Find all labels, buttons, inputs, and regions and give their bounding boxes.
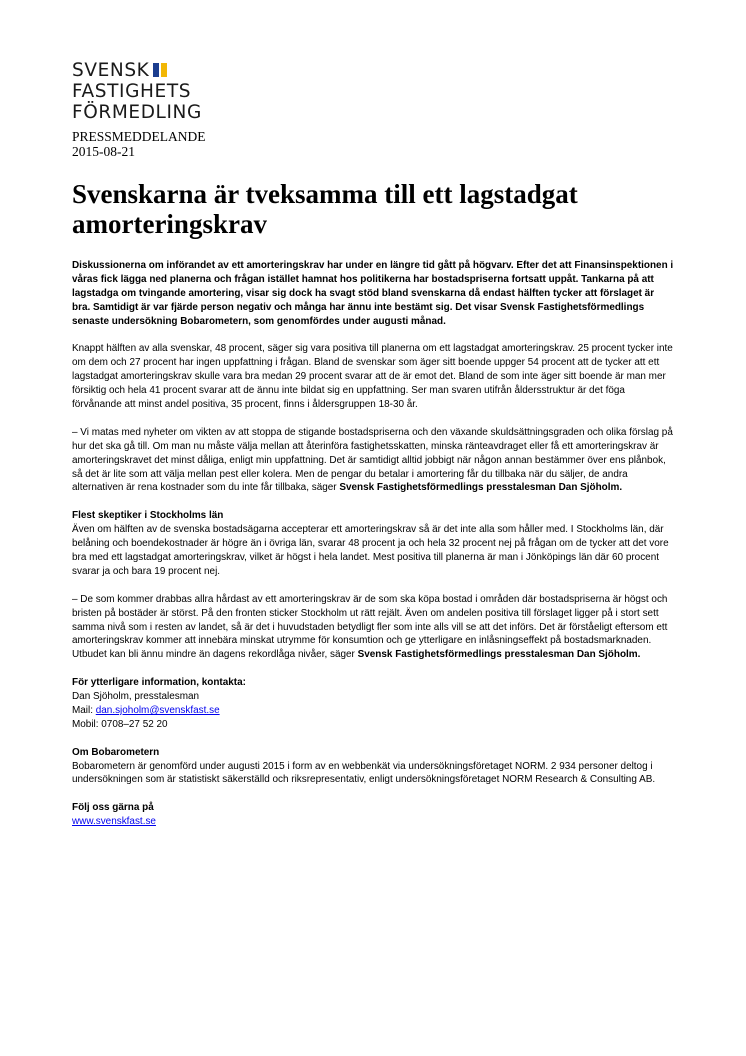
paragraph-1: Knappt hälften av alla svenskar, 48 procent, säger sig vara positiva till planerna om ett lagstadgat amorteringskrav. 25 procent tycker inte om dem och 27 procent har ingen uppfattning i frågan. Bland de svenskar som äger sitt boende uppger 54 procent att de tycker att ett lagstadgat amorteringskrav skulle vara bra medan 29 procent svarar att de är emot det. Bland de som inte äger sitt boende är man mer försiktig och hela 41 procent svarar att de ännu inte bildat sig en uppfattning. Ser man svaren utifrån åldersstruktur är det föga förvånande att minst andel positiva, 35 procent, finns i åldersgruppen 18-30 år. [72,343,673,411]
section-stockholm: Flest skeptiker i Stockholms län Även om hälften av de svenska bostadsägarna accepterar ett amorteringskrav så är det inte alla som håller med. I Stockholms län, där belåning och boendekostnader är högre än i övriga län, svarar 48 procent ja och hela 32 procent nej på frågan om de tycker att det vore bra med ett lagstadgat amorteringskrav, vilket är högst i hela landet. Mest positiva till planerna är man i Jönköpings län där 60 procent svarar ja och bara 19 procent nej. [72,509,675,579]
article-body [72,259,675,829]
contact-email-link[interactable]: dan.sjoholm@svenskfast.se [95,704,220,716]
about-block [72,746,675,788]
contact-phone: Mobil: 0708–27 52 20 [72,718,168,730]
lead-paragraph: Diskussionerna om införandet av ett amorteringskrav har under en längre tid gått på högvarv. Efter det att Finansinspektionen i våras fick lägga ned planerna och frågan istället hamnat hos politikerna har bostadspriserna fortsatt uppåt. Tankarna på att lagstadga om tvingande amortering, visar sig dock ha svagt stöd bland svenskarna då endast hälften tycker att förslaget är bra. Samtidigt är var fjärde person negativ och många har ännu inte bestämt sig. Det visar Svensk Fastighetsförmedlings senaste undersökning Bobarometern, som genomfördes under augusti månad. [72,260,674,327]
website-link[interactable]: www.svenskfast.se [72,816,156,828]
contact-block [72,676,675,732]
logo-line-3: FÖRMEDLING [72,102,202,123]
follow-heading: Följ oss gärna på [72,802,154,814]
mail-label: Mail: [72,704,96,716]
section-heading: Flest skeptiker i Stockholms län [72,510,224,522]
press-release-page [72,60,672,843]
document-date: 2015-08-21 [72,144,135,159]
quote-paragraph-2: – De som kommer drabbas allra hårdast av ett amorteringskrav är de som ska köpa bostad i områden där bostadspriserna är högst och bristen på bostäder är störst. På den fronten sticker Stockholm ut rätt rejält. Även om andelen positiva till förslaget ligger på i stort sett samma nivå som i resten av landet, så är det i huvudstaden betydligt fler som inte alls vill se att det införs. Det är förståeligt eftersom ett amorteringskrav kommer att innebära minskat utrymme för konsumtion och ge ytterligare en inlåsningseffekt på bostadsmarknaden. Utbudet kan bli ännu mindre än dagens rekordlåga nivåer, säger Svensk Fastighetsförmedlings presstalesman Dan Sjöholm. [72,593,668,661]
contact-name: Dan Sjöholm, presstalesman [72,691,200,703]
logo-line-1: SVENSK [72,60,150,81]
company-logo [72,60,672,123]
follow-block [72,801,675,829]
quote-attribution-2: Svensk Fastighetsförmedlings presstalesman Dan Sjöholm. [357,649,641,661]
document-meta [72,129,672,159]
swedish-flag-icon [153,63,167,77]
document-type: PRESSMEDDELANDE [72,129,206,144]
page-title: Svenskarna är tveksamma till ett lagstadgat amorteringskrav [72,179,578,239]
quote-attribution-1: Svensk Fastighetsförmedlings presstalesman Dan Sjöholm. [339,482,623,494]
about-heading: Om Bobarometern [72,746,160,758]
about-text: Bobarometern är genomförd under augusti 2015 i form av en webbenkät via undersökningsföretaget NORM. 2 934 personer deltog i undersökningen som är statistiskt säkerställd och riksrepresentativ, enligt undersökningsföretaget NORM Research & Consulting AB. [72,760,656,786]
logo-line-2: FASTIGHETS [72,81,192,102]
contact-heading: För ytterligare information, kontakta: [72,677,246,689]
quote-paragraph-1: – Vi matas med nyheter om vikten av att stoppa de stigande bostadspriserna och den växande skuldsättningsgraden och olika förslag på hur det ska gå till. Om man nu måste välja mellan att återinföra fastighetsskatten, minska ränteavdraget eller få ett amorteringskrav är amorteringskravet det minst dåliga, enligt min uppfattning. Det är samtidigt alltid jobbigt när någon annan bestämmer över ens plånbok, så det är lite som att välja mellan pest eller kolera. Men de pengar du betalar i amortering får du tillbaka när du säljer, de andra alternativen är rena kostnader som du inte får tillbaka, säger Svensk Fastighetsförmedlings presstalesman Dan Sjöholm. [72,426,673,494]
